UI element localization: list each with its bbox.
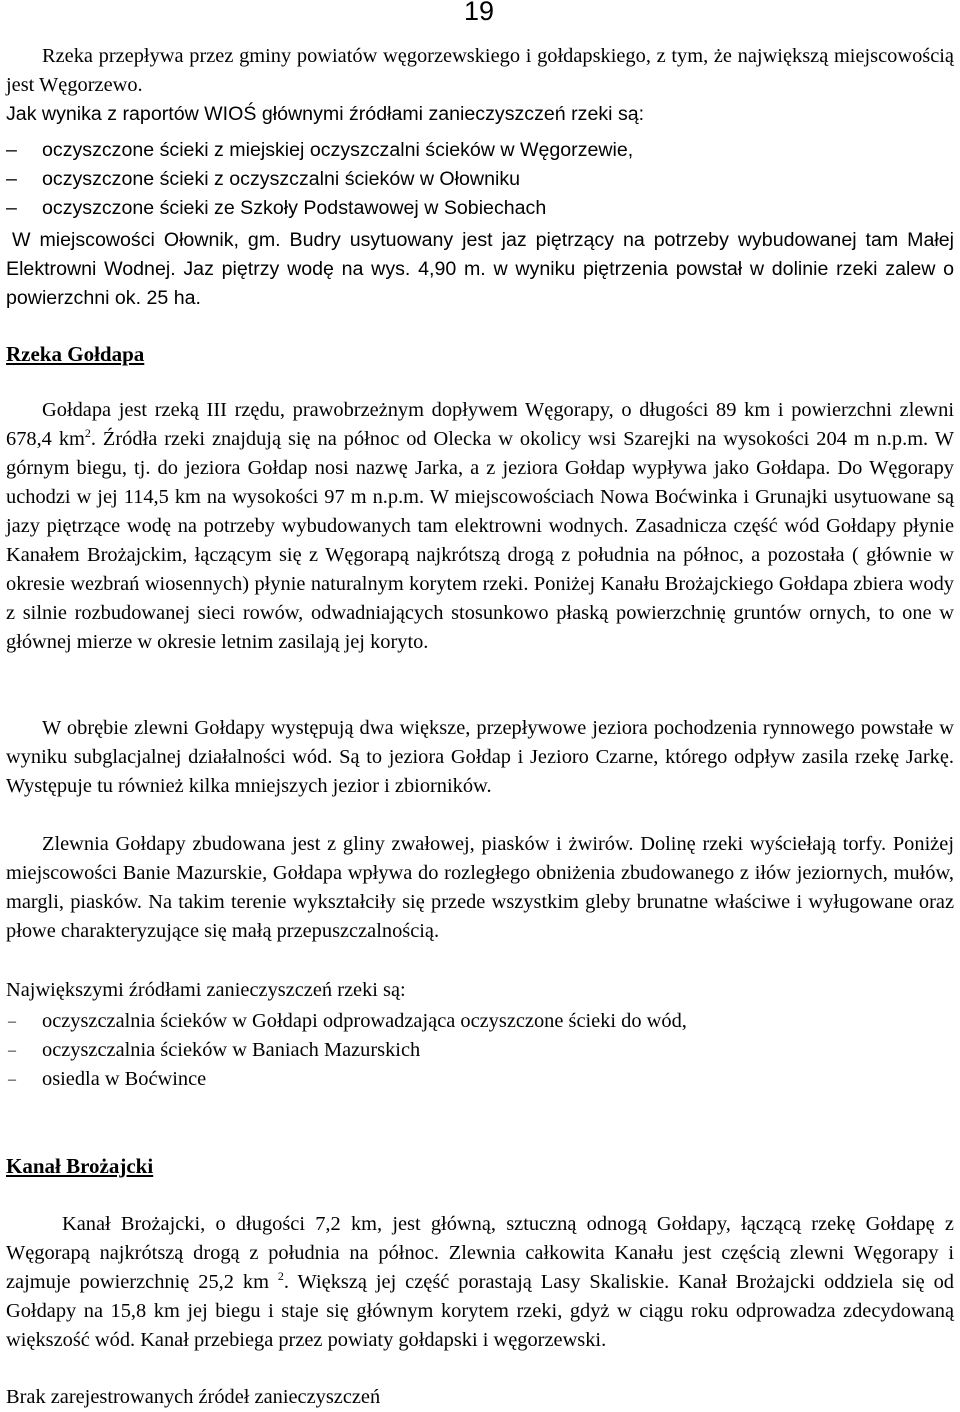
kanal-paragraph-1: Kanał Brożajcki, o długości 7,2 km, jest główną, sztuczną odnogą Gołdapy, łączącą rzekę Gołdapę z Węgorapą najkrótszą drogą z południa na północ. Zlewnia całkowita Kanału jest częścią zlewni Węgorapy i zajmuje powierzchnię 25,2 km $^2$. Większą jej część porastają Lasy Skaliskie. Kanał Brożajcki oddziela się od Gołdapy na 15,8 km jej biegu i staje się głównym korytem rzeki, gdyż w ciągu roku odprowadza zdecydowaną większość wód. Kanał przebiega przez powiaty gołdapski i węgorzewski. — [6, 1213, 954, 1351]
goldapa-sources-list — [6, 1007, 954, 1094]
intro-paragraph-2: Jak wynika z raportów WIOŚ głównymi źródłami zanieczyszczeń rzeki są: — [6, 103, 645, 125]
intro-paragraph-3: W miejscowości Ołownik, gm. Budry usytuowany jest jaz piętrzący na potrzeby wybudowanej tam Małej Elektrowni Wodnej. Jaz piętrzy wodę na wys. 4,90 m. w wyniku piętrzenia powstał w dolinie rzeki zalew o powierzchni ok. 25 ha. — [6, 229, 954, 309]
intro-sources-list — [6, 136, 954, 223]
goldapa-paragraph-4: Największymi źródłami zanieczyszczeń rzeki są: — [6, 979, 406, 1001]
goldapa-paragraph-3: Zlewnia Gołdapy zbudowana jest z gliny zwałowej, piasków i żwirów. Dolinę rzeki wyściełają torfy. Poniżej miejscowości Banie Mazurskie, Gołdapa wpływa do rozległego obniżenia zbudowanego z iłów jeziornych, mułów, margli, piasków. Na takim terenie wykształciły się przede wszystkim gleby brunatne właściwe i wyługowane oraz płowe charakteryzujące się małą przepuszczalnością. — [6, 833, 954, 942]
section-heading-goldapa: Rzeka Gołdapa — [6, 342, 145, 366]
dash-marker: – — [6, 197, 17, 219]
goldapa-paragraph-1: Gołdapa jest rzeką III rzędu, prawobrzeżnym dopływem Węgorapy, o długości 89 km i powierzchni zlewni 678,4 $km^2$. Źródła rzeki znajdują się na północ od Olecka w okolicy wsi Szarejki na wysokości 204 m n.p.m. W górnym biegu, tj. do jeziora Gołdap nosi nazwę Jarka, a z jeziora Gołdap wypływa jako Gołdapa. Do Węgorapy uchodzi w jej 114,5 km na wysokości 97 m n.p.m. W miejscowościach Nowa Boćwinka i Grunajki usytuowane są jazy piętrzące wodę na potrzeby wybudowanych tam elektrowni wodnych. Zasadnicza część wód Gołdapy płynie Kanałem Brożajckim, łączącym się z Węgorapą najkrótszą drogą z południa na północ, a pozostała ( głównie w okresie wezbrań wiosennych) płynie naturalnym korytem rzeki. Poniżej Kanału Brożajckiego Gołdapa zbiera wody z silnie rozbudowanej sieci rowów, odwadniających stosunkowo płaską powierzchnię gruntów ornych, to one w głównej mierze w okresie letnim zasilają jej koryto. — [6, 399, 954, 653]
list-item: – oczyszczalnia ścieków w Gołdapi odprowadzająca oczyszczone ścieki do wód, — [6, 1007, 954, 1036]
intro-paragraph-1: Rzeka przepływa przez gminy powiatów węgorzewskiego i gołdapskiego, z tym, że największą miejscowością jest Węgorzewo. — [6, 45, 954, 96]
list-item: – oczyszczalnia ścieków w Baniach Mazurskich — [6, 1036, 954, 1065]
list-item: – oczyszczone ścieki z oczyszczalni ścieków w Ołowniku — [6, 165, 954, 194]
dash-marker: – — [6, 139, 17, 161]
page-number: 19 — [464, 0, 495, 26]
list-item: – osiedla w Boćwince — [6, 1065, 954, 1094]
goldapa-paragraph-2: W obrębie zlewni Gołdapy występują dwa większe, przepływowe jeziora pochodzenia rynnowego powstałe w wyniku subglacjalnej działalności wód. Są to jeziora Gołdap i Jezioro Czarne, którego odpływ zasila rzekę Jarkę. Występuje tu również kilka mniejszych jezior i zbiorników. — [6, 717, 954, 797]
dash-marker: – — [8, 1042, 16, 1059]
dash-marker: – — [8, 1013, 16, 1030]
list-item: – oczyszczone ścieki z miejskiej oczyszczalni ścieków w Węgorzewie, — [6, 136, 954, 165]
kanal-paragraph-2: Brak zarejestrowanych źródeł zanieczyszczeń — [6, 1386, 381, 1408]
dash-marker: – — [6, 168, 17, 190]
list-item: – oczyszczone ścieki ze Szkoły Podstawowej w Sobiechach — [6, 194, 954, 223]
section-heading-kanal: Kanał Brożajcki — [6, 1154, 154, 1178]
dash-marker: – — [8, 1071, 16, 1088]
